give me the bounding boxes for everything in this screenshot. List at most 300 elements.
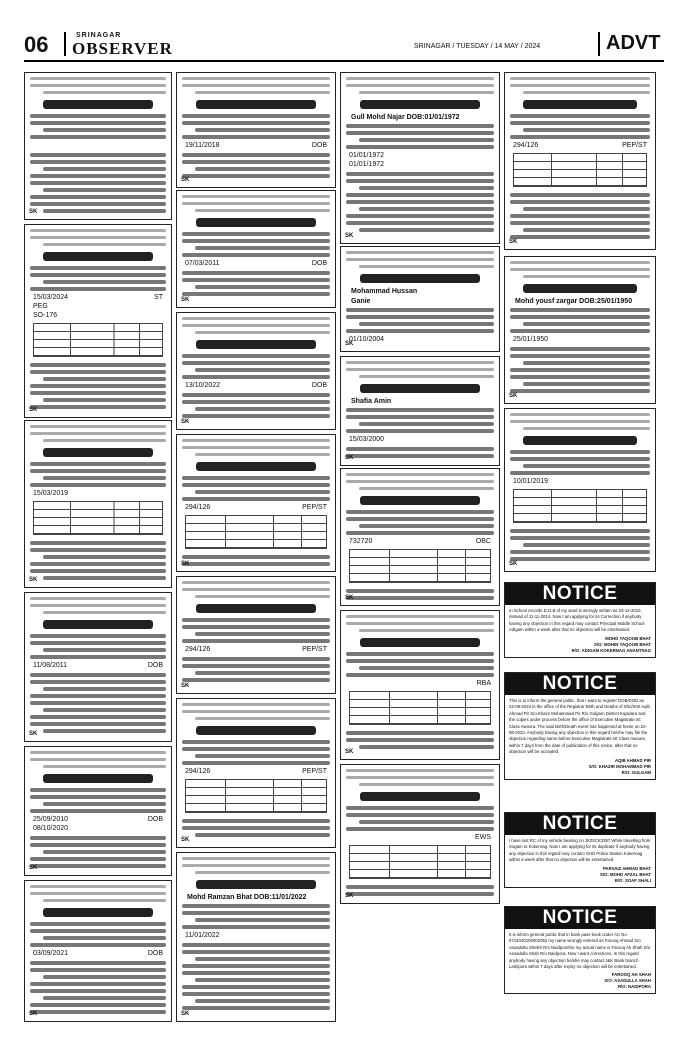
ad-table: [185, 515, 327, 549]
ad-table: [185, 779, 327, 813]
text-line: [182, 446, 330, 449]
text-line: [30, 121, 166, 125]
text-line: [43, 555, 166, 559]
text-line: [359, 745, 494, 749]
ad-tag: PEP/ST: [302, 768, 327, 775]
ad-table: [349, 549, 491, 583]
classified-ad: [340, 468, 500, 606]
ad-headline: [196, 100, 316, 109]
text-line: [30, 641, 166, 645]
text-line: [182, 992, 330, 996]
text-line: [30, 363, 166, 367]
classified-ad: [176, 576, 336, 694]
text-line: [359, 186, 494, 190]
text-line: [346, 429, 494, 433]
text-line: [346, 308, 494, 312]
text-line: [43, 243, 166, 246]
text-line: [346, 769, 494, 772]
text-line: [510, 193, 650, 197]
signature-line: S/O: MOHD AFZAL BHAT: [600, 871, 651, 877]
text-line: [182, 393, 330, 397]
ad-footer-mark: SK: [345, 749, 354, 755]
text-line: [182, 278, 330, 282]
ad-tag: DOB: [147, 950, 163, 957]
ad-tag: RBA: [476, 680, 491, 687]
text-line: [30, 432, 166, 435]
text-line: [510, 368, 650, 372]
text-line: [510, 235, 650, 239]
text-line: [30, 694, 166, 698]
text-line: [346, 892, 494, 896]
text-line: [30, 788, 166, 792]
text-line: [346, 827, 494, 831]
ad-date: 294/126: [185, 768, 211, 775]
text-line: [30, 836, 166, 840]
ad-name: Shafia Amin: [351, 398, 392, 405]
text-line: [30, 982, 166, 986]
text-line: [346, 315, 494, 319]
text-line: [510, 389, 650, 393]
dateline: SRINAGAR / TUESDAY / 14 MAY / 2024: [414, 43, 541, 50]
signature-line: R/O: GULGAM: [621, 769, 651, 775]
text-line: [346, 145, 494, 149]
ad-name: Mohd yousf zargar DOB:25/01/1950: [515, 298, 633, 305]
text-line: [195, 246, 330, 250]
ad-table: [513, 489, 647, 523]
text-line: [510, 135, 650, 139]
ad-footer-mark: SK: [509, 239, 518, 245]
ad-date: PEG: [33, 303, 48, 310]
ad-tag: ST: [154, 294, 163, 301]
text-line: [195, 209, 330, 212]
text-line: [195, 331, 330, 334]
text-line: [346, 673, 494, 677]
text-line: [30, 287, 166, 291]
ad-name: Gull Mohd Najar DOB:01/01/1972: [351, 114, 460, 121]
text-line: [182, 710, 330, 713]
text-line: [182, 588, 330, 591]
divider: [64, 32, 66, 56]
classified-ad: [340, 610, 500, 760]
ad-date: 07/03/2011: [185, 260, 220, 267]
text-line: [182, 678, 330, 682]
divider: [598, 32, 600, 56]
text-line: [182, 985, 330, 989]
text-line: [359, 820, 494, 824]
text-line: [346, 589, 494, 593]
text-line: [182, 747, 330, 751]
signature-line: AQIB AHMAD PIR: [614, 757, 651, 763]
text-line: [346, 200, 494, 204]
ad-tag: DOB: [147, 816, 163, 823]
text-line: [30, 795, 166, 799]
text-line: [43, 188, 166, 192]
text-line: [30, 634, 166, 638]
text-line: [182, 317, 330, 320]
text-line: [182, 581, 330, 584]
text-line: [43, 708, 166, 712]
text-line: [30, 968, 166, 972]
ad-date: 15/03/2000: [349, 436, 385, 443]
text-line: [43, 850, 166, 854]
ad-headline: [360, 274, 480, 283]
ad-footer-mark: SK: [181, 561, 190, 567]
notice-heading: NOTICE: [505, 813, 655, 835]
text-line: [30, 273, 166, 277]
text-line: [523, 128, 650, 132]
text-line: [30, 843, 166, 847]
ad-date: 19/11/2018: [185, 142, 220, 149]
text-line: [510, 268, 650, 271]
text-line: [30, 181, 166, 185]
text-line: [43, 280, 166, 284]
text-line: [359, 228, 494, 232]
ad-footer-mark: SK: [29, 1011, 38, 1017]
ad-date: 03/09/2021: [33, 950, 69, 957]
text-line: [346, 473, 494, 476]
text-line: [346, 415, 494, 419]
ad-footer-mark: SK: [29, 577, 38, 583]
text-line: [523, 543, 650, 547]
ad-footer-mark: SK: [345, 595, 354, 601]
text-line: [43, 936, 166, 940]
ad-table: [33, 501, 163, 535]
text-line: [510, 557, 650, 561]
text-line: [346, 659, 494, 663]
text-line: [346, 77, 494, 80]
ad-headline: [43, 252, 154, 261]
text-line: [346, 124, 494, 128]
notice-heading: NOTICE: [505, 907, 655, 929]
ad-headline: [196, 604, 316, 613]
text-line: [30, 922, 166, 926]
text-line: [43, 765, 166, 768]
text-line: [346, 480, 494, 483]
ad-footer-mark: SK: [181, 419, 190, 425]
ad-date: 15/03/2019: [33, 490, 69, 497]
text-line: [182, 1006, 330, 1010]
notice-signature: [505, 970, 655, 993]
text-line: [346, 408, 494, 412]
text-line: [346, 258, 494, 261]
text-line: [30, 961, 166, 965]
text-line: [510, 329, 650, 333]
ad-table: [349, 691, 491, 725]
ad-date: 01/10/2004: [349, 336, 385, 343]
text-line: [182, 703, 330, 706]
ad-headline: [43, 620, 154, 629]
text-line: [510, 121, 650, 125]
text-line: [30, 266, 166, 270]
text-line: [30, 84, 166, 87]
text-line: [195, 957, 330, 961]
text-line: [43, 439, 166, 442]
ad-date: 08/10/2020: [33, 825, 69, 832]
text-line: [523, 207, 650, 211]
ad-footer-mark: SK: [181, 683, 190, 689]
text-line: [43, 128, 166, 132]
ad-footer-mark: SK: [345, 893, 354, 899]
ad-headline: [360, 384, 480, 393]
classified-ad: [24, 746, 172, 876]
text-line: [195, 717, 330, 720]
text-line: [346, 131, 494, 135]
ad-headline: [360, 638, 480, 647]
text-line: [43, 209, 166, 213]
text-line: [523, 382, 650, 386]
text-line: [182, 555, 330, 559]
text-line: [43, 167, 166, 171]
ad-footer-mark: SK: [509, 393, 518, 399]
ad-date: 294/126: [185, 646, 211, 653]
text-line: [30, 929, 166, 933]
text-line: [182, 639, 330, 643]
ad-headline: [43, 100, 154, 109]
ad-tag: DOB: [147, 662, 163, 669]
ad-date: 10/01/2019: [513, 478, 549, 485]
text-line: [510, 413, 650, 416]
text-line: [182, 864, 330, 867]
text-line: [346, 615, 494, 618]
ad-headline: [523, 284, 637, 293]
text-line: [510, 214, 650, 218]
ad-footer-mark: SK: [181, 837, 190, 843]
text-line: [195, 871, 330, 874]
ad-footer-mark: SK: [345, 455, 354, 461]
classified-ad: [504, 256, 656, 404]
classified-ad: [504, 72, 656, 250]
text-line: [359, 207, 494, 211]
text-line: [195, 91, 330, 94]
notice-heading: NOTICE: [505, 583, 655, 605]
classified-ad: [504, 408, 656, 572]
text-line: [30, 864, 166, 868]
ad-tag: DOB: [311, 382, 327, 389]
text-line: [30, 160, 166, 164]
text-line: [510, 221, 650, 225]
ad-footer-mark: SK: [29, 407, 38, 413]
text-line: [182, 324, 330, 327]
ad-tag: DOB: [311, 142, 327, 149]
classified-ad: [24, 880, 172, 1022]
signature-line: FAROOQ AH SHAH: [611, 972, 651, 978]
ad-footer-mark: SK: [29, 209, 38, 215]
text-line: [30, 114, 166, 118]
text-line: [182, 160, 330, 164]
text-line: [182, 375, 330, 379]
text-line: [359, 91, 494, 94]
text-line: [346, 885, 494, 889]
ad-date: 732720: [349, 538, 373, 545]
ad-headline: [196, 340, 316, 349]
classified-ad: [24, 224, 172, 418]
text-line: [346, 193, 494, 197]
text-line: [346, 731, 494, 735]
text-line: [510, 84, 650, 87]
ad-date: SO-176: [33, 312, 58, 319]
text-line: [30, 751, 166, 754]
text-line: [346, 84, 494, 87]
notice-signature: [505, 756, 655, 779]
text-line: [182, 657, 330, 661]
signature-line: R/O: ADIGAM KOKERNAG ANANTNAG: [571, 647, 651, 653]
ad-date: 01/01/1972: [349, 161, 385, 168]
text-line: [195, 407, 330, 411]
text-line: [30, 655, 166, 659]
text-line: [43, 899, 166, 902]
ad-footer-mark: SK: [181, 1011, 190, 1017]
text-line: [30, 202, 166, 206]
text-line: [182, 761, 330, 765]
text-line: [30, 722, 166, 726]
text-line: [346, 454, 494, 458]
ad-date: 294/126: [513, 142, 539, 149]
notice-box: [504, 812, 656, 888]
ad-footer-mark: SK: [29, 865, 38, 871]
text-line: [43, 91, 166, 94]
masthead-city: SRINAGAR: [76, 32, 122, 39]
signature-line: S/O: ASADULLA SHAH: [604, 978, 651, 984]
classified-ad: [340, 764, 500, 904]
text-line: [346, 517, 494, 521]
ad-headline: [43, 448, 154, 457]
classified-ad: [24, 592, 172, 742]
text-line: [510, 77, 650, 80]
text-line: [510, 550, 650, 554]
ad-date: 11/01/2022: [185, 932, 220, 939]
text-line: [346, 510, 494, 514]
text-line: [30, 77, 166, 80]
ad-name: Ganie: [351, 298, 371, 305]
classified-ad: [176, 434, 336, 572]
text-line: [346, 738, 494, 742]
text-line: [30, 174, 166, 178]
text-line: [346, 179, 494, 183]
text-line: [510, 347, 650, 351]
text-line: [30, 892, 166, 895]
ad-headline: [523, 100, 637, 109]
ad-tag: PEP/ST: [622, 142, 647, 149]
ad-headline: [360, 792, 480, 801]
signature-line: S/O: MOHIN YAQOOB BHAT: [594, 641, 651, 647]
text-line: [182, 950, 330, 954]
text-line: [30, 715, 166, 719]
text-line: [182, 476, 330, 480]
ad-footer-mark: SK: [181, 297, 190, 303]
text-line: [182, 439, 330, 442]
ad-tag: PEP/ST: [302, 646, 327, 653]
page-number: 06: [24, 32, 49, 57]
text-line: [30, 153, 166, 157]
text-line: [346, 622, 494, 625]
text-line: [346, 531, 494, 535]
text-line: [195, 453, 330, 456]
text-line: [182, 84, 330, 87]
ad-headline: [196, 218, 316, 227]
text-line: [346, 221, 494, 225]
text-line: [346, 776, 494, 779]
text-line: [346, 813, 494, 817]
text-line: [43, 611, 166, 614]
text-line: [195, 128, 330, 132]
text-line: [43, 398, 166, 402]
text-line: [43, 729, 166, 733]
classified-ad: [176, 72, 336, 188]
classified-ad: [340, 356, 500, 466]
ad-date: 25/09/2010: [33, 816, 69, 823]
masthead-brand: OBSERVER: [72, 39, 173, 58]
signature-line: MOHD YAQOOB BHAT: [605, 635, 651, 641]
text-line: [182, 253, 330, 257]
notice-signature: [505, 634, 655, 657]
text-line: [182, 114, 330, 118]
ad-table: [513, 153, 647, 187]
section-label: ADVT: [606, 32, 661, 54]
text-line: [182, 232, 330, 236]
text-line: [359, 322, 494, 326]
ad-date: 11/08/2011: [33, 662, 67, 669]
notice-box: [504, 672, 656, 780]
text-line: [182, 239, 330, 243]
ad-date: 25/01/1950: [513, 336, 549, 343]
text-line: [510, 261, 650, 264]
text-line: [510, 315, 650, 319]
notice-signature: [505, 864, 655, 887]
text-line: [30, 673, 166, 677]
classified-ad: [176, 190, 336, 308]
ad-date: 15/03/2024: [33, 294, 69, 301]
text-line: [30, 236, 166, 239]
text-line: [182, 77, 330, 80]
notice-heading: NOTICE: [505, 673, 655, 695]
text-line: [182, 153, 330, 157]
text-line: [523, 361, 650, 365]
text-line: [43, 802, 166, 806]
text-line: [346, 447, 494, 451]
notice-box: [504, 582, 656, 658]
ad-table: [33, 323, 163, 357]
masthead: [24, 30, 664, 62]
text-line: [182, 354, 330, 358]
text-line: [523, 427, 650, 430]
text-line: [30, 405, 166, 409]
classified-ad: [24, 420, 172, 588]
text-line: [346, 368, 494, 371]
text-line: [182, 202, 330, 205]
text-line: [510, 200, 650, 204]
text-line: [195, 918, 330, 922]
text-line: [182, 497, 330, 501]
text-line: [182, 271, 330, 275]
text-line: [30, 857, 166, 861]
ad-headline: [196, 880, 316, 889]
text-line: [182, 904, 330, 908]
ad-footer-mark: SK: [345, 233, 354, 239]
text-line: [359, 422, 494, 426]
text-line: [182, 400, 330, 404]
text-line: [523, 322, 650, 326]
text-line: [30, 541, 166, 545]
text-line: [182, 826, 330, 830]
text-line: [30, 758, 166, 761]
ad-tag: DOB: [311, 260, 327, 267]
text-line: [182, 664, 330, 668]
text-line: [43, 648, 166, 652]
text-line: [43, 687, 166, 691]
text-line: [346, 172, 494, 176]
text-line: [195, 595, 330, 598]
text-line: [43, 377, 166, 381]
